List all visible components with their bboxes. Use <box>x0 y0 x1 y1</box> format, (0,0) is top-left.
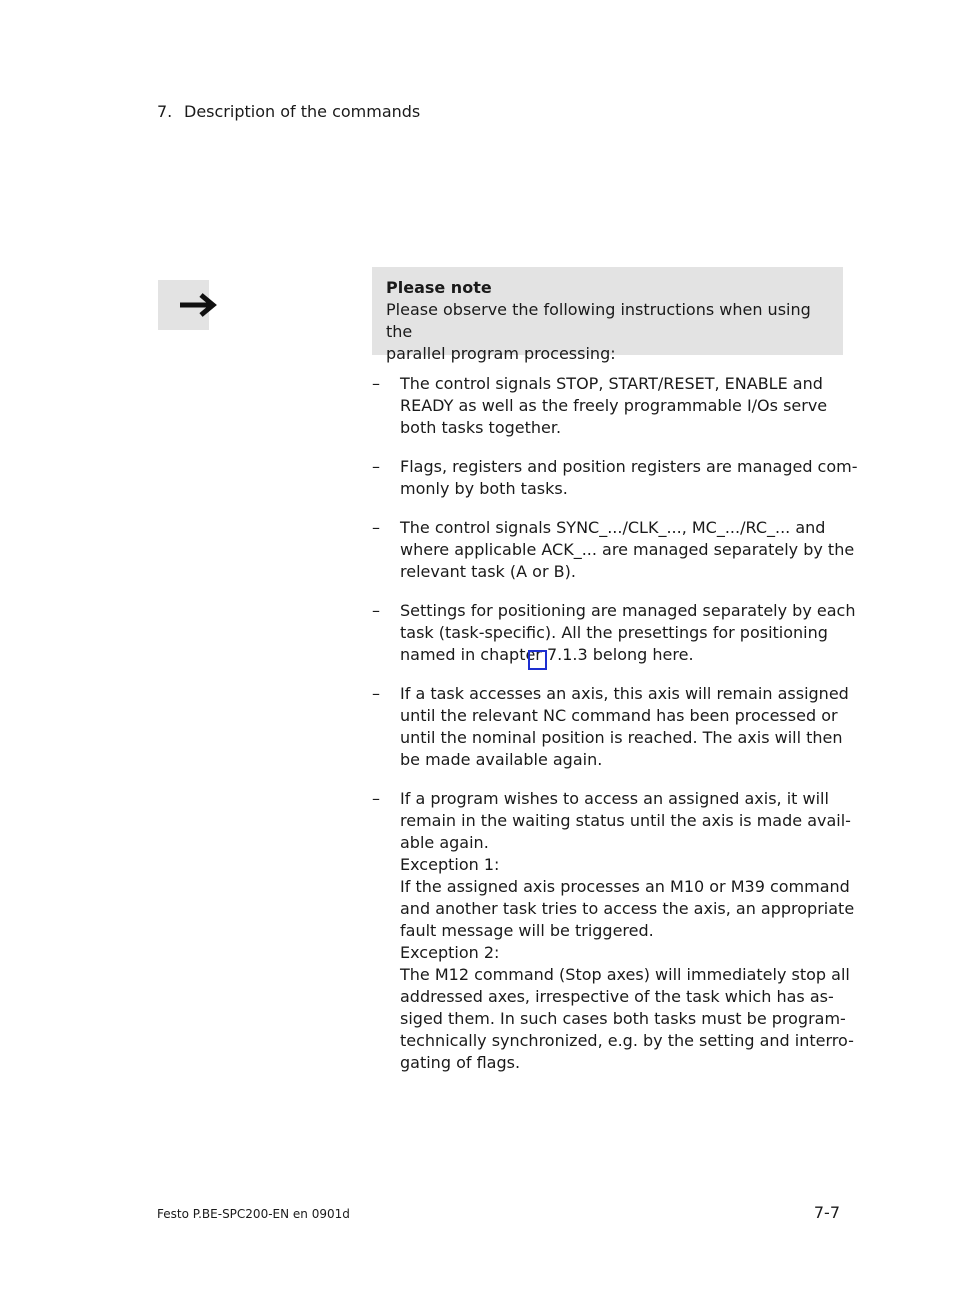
note-box <box>372 267 843 363</box>
arrow-right-icon <box>180 292 220 318</box>
list-item-line: technically synchronized, e.g. by the setting and interro- <box>400 1031 854 1050</box>
list-item-line: until the nominal position is reached. The axis will then <box>400 728 843 747</box>
list-item-line: If a program wishes to access an assigned axis, it will <box>400 789 829 808</box>
note-line: Please observe the following instructions when using the <box>386 300 811 341</box>
list-item-line: task (task-specific). All the presettings for positioning <box>400 623 828 642</box>
note-marker <box>158 280 209 330</box>
list-item-line: Settings for positioning are managed separately by each <box>400 601 856 620</box>
list-item <box>372 373 843 439</box>
list-item-line: where applicable ACK_... are managed separately by the <box>400 540 855 559</box>
list-item-line: and another task tries to access the axis, an appropriate <box>400 899 855 918</box>
list-item-line: The control signals SYNC_.../CLK_..., MC_.../RC_... and <box>400 518 826 537</box>
list-item <box>372 456 858 500</box>
list-item <box>372 683 849 771</box>
list-item-line: If the assigned axis processes an M10 or M39 command <box>400 877 850 896</box>
list-item-line: monly by both tasks. <box>400 479 568 498</box>
list-item-line: able again. <box>400 833 489 852</box>
list-item-line: both tasks together. <box>400 418 562 437</box>
list-item-line: remain in the waiting status until the axis is made avail- <box>400 811 851 830</box>
list-item-line: Exception 2: <box>400 943 500 962</box>
list-item-line: addressed axes, irrespective of the task which has as- <box>400 987 834 1006</box>
chapter-title: Description of the commands <box>184 102 421 121</box>
list-dash: – <box>372 789 380 808</box>
list-item <box>372 517 855 583</box>
footer-document-id: Festo P.BE-SPC200-EN en 0901d <box>157 1207 350 1221</box>
note-text <box>386 299 829 365</box>
list-item-line: The control signals STOP, START/RESET, ENABLE and <box>400 374 823 393</box>
list-item-line: READY as well as the freely programmable I/Os serve <box>400 396 828 415</box>
list-dash: – <box>372 684 380 703</box>
list-dash: – <box>372 518 380 537</box>
list-item-line: Flags, registers and position registers are managed com- <box>400 457 858 476</box>
list-item <box>372 788 855 1074</box>
note-title: Please note <box>386 278 492 297</box>
list-item-line: named in chapter 7.1.3 belong here. <box>400 645 694 664</box>
list-item-line: fault message will be triggered. <box>400 921 654 940</box>
list-item-line: siged them. In such cases both tasks must be program- <box>400 1009 846 1028</box>
note-line: parallel program processing: <box>386 344 616 363</box>
instruction-list <box>372 373 858 1091</box>
list-dash: – <box>372 374 380 393</box>
list-item-line: until the relevant NC command has been processed or <box>400 706 838 725</box>
chapter-link[interactable] <box>528 650 547 670</box>
chapter-number: 7. <box>157 102 173 121</box>
list-item-line: gating of flags. <box>400 1053 521 1072</box>
list-item-line: The M12 command (Stop axes) will immediately stop all <box>400 965 850 984</box>
list-dash: – <box>372 457 380 476</box>
list-item-line: relevant task (A or B). <box>400 562 576 581</box>
list-item <box>372 600 856 666</box>
page-number: 7-7 <box>813 1203 840 1222</box>
list-item-line: Exception 1: <box>400 855 500 874</box>
list-item-line: If a task accesses an axis, this axis will remain assigned <box>400 684 849 703</box>
list-dash: – <box>372 601 380 620</box>
list-item-line: be made available again. <box>400 750 603 769</box>
chapter-header <box>157 101 420 123</box>
